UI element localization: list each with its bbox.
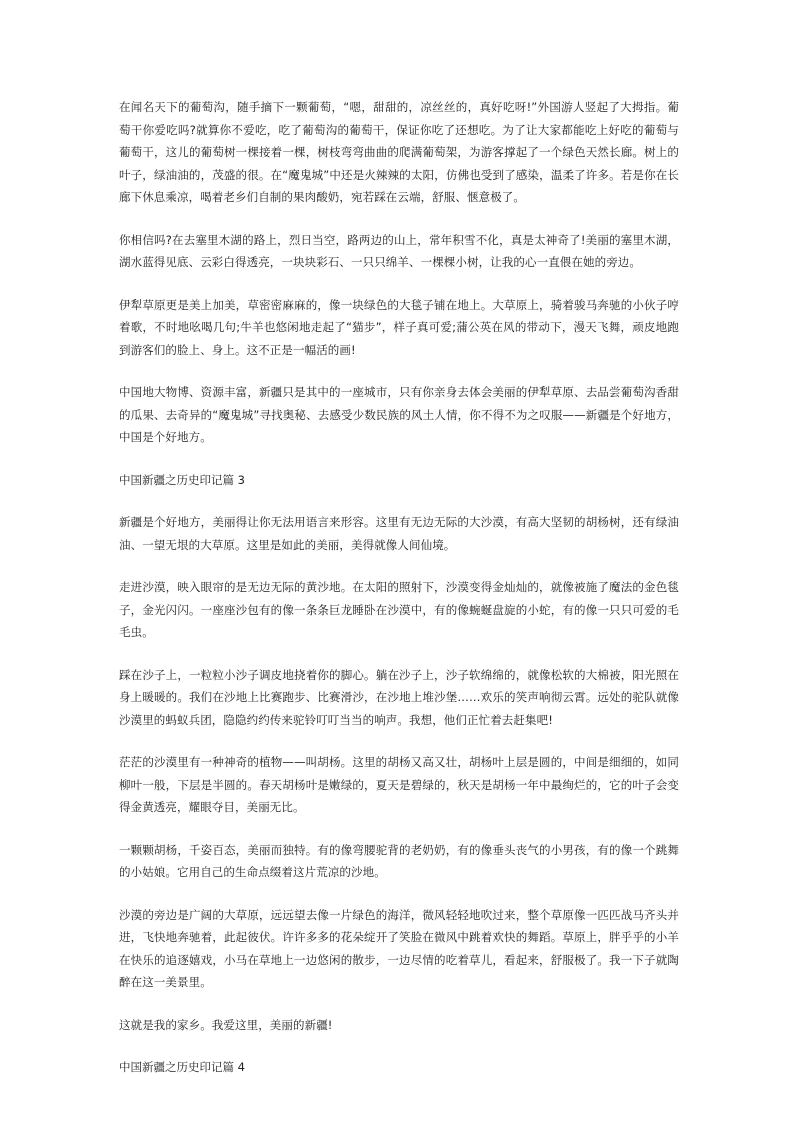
paragraph-desert: 走进沙漠，映入眼帘的是无边无际的黄沙地。在太阳的照射下，沙漠变得金灿灿的，就像被施了魔法的金色毯子，金光闪闪。一座座沙包有的像一条条巨龙睡卧在沙漠中，有的像蜿蜒盘旋的小蛇，有的像一只只可爱的毛毛虫。 [119,580,679,639]
paragraph-populus-shapes: 一颗颗胡杨，千姿百态，美丽而独特。有的像弯腰驼背的老奶奶，有的像垂头丧气的小男孩，有的像一个跳舞的小姑娘。它用自己的生命点缀着这片荒凉的沙地。 [119,842,679,879]
paragraph-grape-valley: 在闻名天下的葡萄沟，随手摘下一颗葡萄，“嗯，甜甜的，凉丝丝的，真好吃呀!”外国游人竖起了大拇指。葡萄干你爱吃吗?就算你不爱吃，吃了葡萄沟的葡萄干，保证你吃了还想吃。为了让大家都能吃上好吃的葡萄与葡萄干，这儿的葡萄树一棵接着一棵，树枝弯弯曲曲的爬满葡萄架，为游客撑起了一个绿色天然长廊。树上的叶子，绿油油的，茂盛的很。在“魔鬼城”中还是火辣辣的太阳，仿佛也受到了感染，温柔了许多。若是你在长廊下休息乘凉，喝着老乡们自制的果肉酸奶，宛若踩在云端，舒服、惬意极了。 [119,100,679,204]
paragraph-hometown: 这就是我的家乡。我爱这里，美丽的新疆! [119,1017,333,1032]
paragraph-xinjiang-intro: 新疆是个好地方，美丽得让你无法用语言来形容。这里有无边无际的大沙漠，有高大坚韧的胡杨树，还有绿油油、一望无垠的大草原。这里是如此的美丽，美得就像人间仙境。 [119,515,679,552]
paragraph-china-conclusion: 中国地大物博、资源丰富，新疆只是其中的一座城市，只有你亲身去体会美丽的伊犁草原、去品尝葡萄沟香甜的瓜果、去奇异的“魔鬼城”寻找奥秘、去感受少数民族的风土人情，你不得不为之叹服——新疆是个好地方，中国是个好地方。 [119,385,679,444]
paragraph-sand-play: 踩在沙子上，一粒粒小沙子调皮地挠着你的脚心。躺在沙子上，沙子软绵绵的，就像松软的大棉被，阳光照在身上暖暖的。我们在沙地上比赛跑步、比赛滑沙，在沙地上堆沙堡……欢乐的笑声响彻云霄。远处的驼队就像沙漠里的蚂蚁兵团，隐隐约约传来驼铃叮叮当当的响声。我想，他们正忙着去赶集吧! [119,667,679,727]
document-body [119,96,679,1099]
paragraph-sayram-lake: 你相信吗?在去塞里木湖的路上，烈日当空，路两边的山上，常年积雪不化，真是太神奇了!美丽的塞里木湖，湖水蓝得见底、云彩白得透亮，一块块彩石、一只只绵羊、一棵棵小树，让我的心一直偎在她的旁边。 [119,232,679,269]
section-heading-3: 中国新疆之历史印记篇 3 [119,472,245,487]
paragraph-populus: 茫茫的沙漠里有一种神奇的植物——叫胡杨。这里的胡杨又高又壮，胡杨叶上层是圆的，中间是细细的，如同柳叶一般，下层是半圆的。春天胡杨叶是嫩绿的，夏天是碧绿的，秋天是胡杨一年中最绚烂的，它的叶子会变得金黄透亮，耀眼夺目，美丽无比。 [119,755,679,814]
paragraph-ili-grassland: 伊犁草原更是美上加美，草密密麻麻的，像一块绿色的大毯子铺在地上。大草原上，骑着骏马奔驰的小伙子哼着歌，不时地吆喝几句;牛羊也悠闲地走起了“猫步”，样子真可爱;蒲公英在风的带动下，漫天飞舞，顽皮地跑到游客们的脸上、身上。这不正是一幅活的画! [119,297,679,357]
section-heading-4: 中国新疆之历史印记篇 4 [119,1060,245,1074]
paragraph-grassland: 沙漠的旁边是广阔的大草原，远远望去像一片绿色的海洋，微风轻轻地吹过来，整个草原像一匹匹战马齐头并进，飞快地奔驰着，此起彼伏。许许多多的花朵绽开了笑脸在微风中跳着欢快的舞蹈。草原上，胖乎乎的小羊在快乐的追逐嬉戏，小马在草地上一边悠闲的散步，一边尽情的吃着草儿，看起来，舒服极了。我一下子就陶醉在这一美景里。 [119,907,679,989]
